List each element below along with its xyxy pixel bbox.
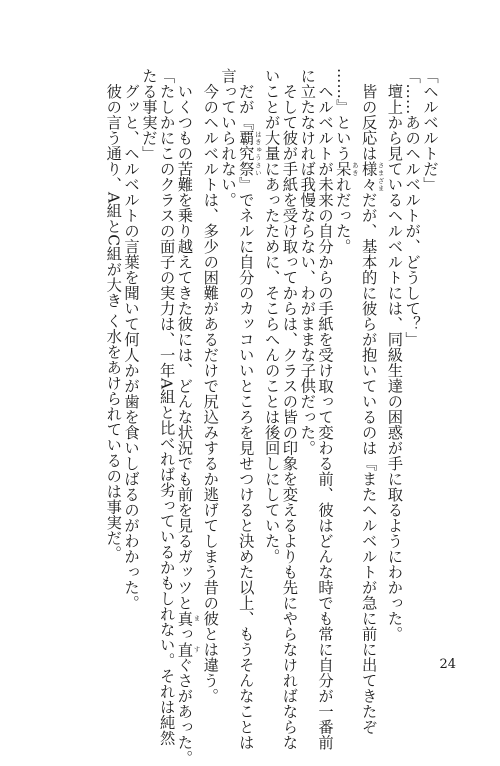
text-line	[121, 68, 139, 618]
text-line	[280, 68, 299, 750]
text-line	[402, 68, 420, 618]
text-line	[420, 68, 438, 618]
text-segment: に立たなければ我慢ならない、わがままな子供だった。	[298, 68, 317, 456]
text-line	[297, 68, 315, 618]
text-segment: れだった。	[333, 176, 352, 254]
text-segment: 彼の言う通り、A組とC組が大き く水をあけられているのは事実だ。	[104, 68, 123, 562]
text-line	[157, 68, 176, 746]
text-line	[359, 68, 385, 735]
text-segment: いことが大量にあったために、そこらへんのことは後回しにしていた。	[262, 68, 281, 564]
ruby-base: 様々	[359, 161, 378, 192]
text-segment: 「……あのヘルベルトが、どうして？」	[403, 68, 422, 347]
text-segment: 皆の反応は	[359, 68, 378, 161]
text-segment: ……』という	[333, 68, 352, 161]
ruby-base: 覇究祭	[236, 130, 255, 177]
text-line	[103, 68, 121, 618]
text-segment: 』でネルに自分のカッコいいところを見せつけると決めた以上、もうそんなことは	[236, 176, 255, 750]
ruby-reading: さまざま	[376, 161, 385, 192]
ruby-annotation	[333, 161, 359, 177]
ruby-annotation	[175, 610, 201, 627]
ruby-annotation	[175, 641, 201, 658]
text-line	[175, 68, 201, 766]
text-line	[315, 68, 335, 750]
body-text	[103, 68, 439, 766]
ruby-reading: はきゅうさい	[253, 130, 262, 177]
text-segment: たる事実だ」	[139, 68, 158, 161]
text-segment: いくつもの苦難を乗り越えてきた彼には、どんな状況でも前を見るガッツと	[175, 68, 194, 611]
text-segment: ヘルベルトが未来の自分からの手紙を受け取って変わる前、彼はどんな時でも常に自分が一番前	[316, 68, 335, 750]
text-segment: だが『	[236, 68, 255, 130]
ruby-base: 呆	[333, 161, 352, 177]
text-line	[385, 68, 404, 642]
text-segment: 言っていられない。	[219, 68, 238, 208]
text-line	[262, 68, 280, 618]
text-segment: 壇上から見ているヘルベルトには、同級生達の困惑が手に取るようにわかった。	[385, 68, 404, 642]
text-line	[200, 68, 220, 704]
ruby-annotation	[359, 161, 385, 192]
ruby-reading: す	[192, 641, 201, 657]
text-line	[236, 68, 262, 750]
text-line	[139, 68, 157, 618]
ruby-base: 真	[175, 610, 194, 626]
ruby-annotation	[236, 130, 262, 177]
ruby-reading: あき	[350, 161, 359, 177]
page-number: 24	[439, 657, 456, 672]
text-segment: そして彼が手紙を受け取ってからは、クラスの皆の印象を変えるよりも先にやらなければならな	[280, 68, 299, 750]
text-segment: 「ヘルベルトだ」	[421, 68, 439, 192]
text-line	[333, 68, 359, 618]
text-segment: ぐさがあった。	[175, 657, 194, 766]
text-segment: グッと、ヘルベルトの言葉を聞いて何人かが歯を食いしばるのがわかった。	[122, 68, 141, 611]
text-segment: だが、基本的に彼らが抱いているのは『またヘルベルトが急に前に出てきたぞ	[359, 192, 378, 735]
text-segment: 「たしかにこのクラスの面子の実力は、一年A組と比べれば劣っているかもしれない。それは純然	[157, 68, 176, 746]
text-segment: 今のヘルベルトは、多少の困難があるだけで尻込みするか逃げてしまう昔の彼とは違う。	[201, 68, 220, 704]
ruby-reading: ま	[192, 610, 201, 626]
text-segment: っ	[175, 626, 194, 642]
text-line	[218, 68, 236, 618]
ruby-base: 直	[175, 641, 194, 657]
